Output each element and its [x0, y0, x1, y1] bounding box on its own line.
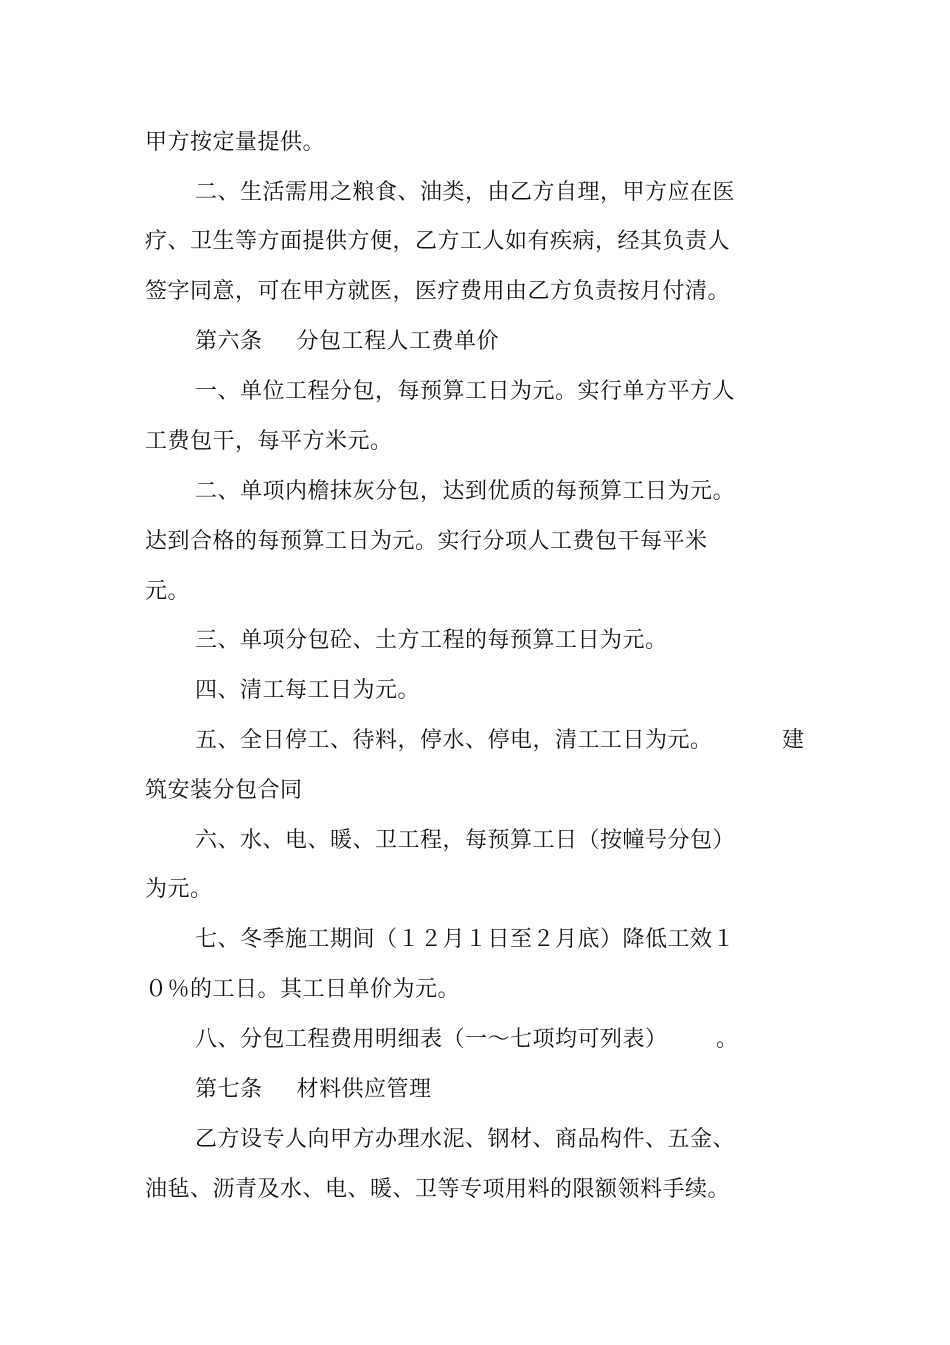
text-line: 筑安装分包合同: [145, 778, 303, 803]
text-line: 六、水、电、暖、卫工程，每预算工日（按幢号分包）: [195, 828, 736, 853]
text-line: 乙方设专人向甲方办理水泥、钢材、商品构件、五金、: [195, 1127, 736, 1152]
text-line: 三、单项分包砼、土方工程的每预算工日为元。: [195, 628, 668, 653]
text-line: 油毡、沥青及水、电、暖、卫等专项用料的限额领料手续。: [145, 1177, 731, 1202]
article-number: 第六条: [195, 329, 263, 354]
text-line: 工费包干，每平方米元。: [145, 429, 393, 454]
text-line: 二、单项内檐抹灰分包，达到优质的每预算工日为元。: [195, 479, 736, 504]
text-line: 七、冬季施工期间（１２月１日至２月底）降低工效１: [195, 927, 736, 952]
text-line: 五、全日停工、待料，停水、停电，清工工日为元。: [195, 728, 713, 753]
text-line: 四、清工每工日为元。: [195, 678, 421, 703]
text-line: ０％的工日。其工日单价为元。: [145, 977, 461, 1002]
article-heading: [195, 1075, 432, 1105]
text-line: 为元。: [145, 877, 213, 902]
text-line: 签字同意，可在甲方就医，医疗费用由乙方负责按月付清。: [145, 279, 731, 304]
article-number: 第七条: [195, 1077, 263, 1102]
text-line: 疗、卫生等方面提供方便，乙方工人如有疾病，经其负责人: [145, 229, 731, 254]
text-fragment: 建: [782, 728, 805, 753]
text-line: 元。: [145, 579, 191, 604]
text-line: 八、分包工程费用明细表（一～七项均可列表）: [195, 1027, 668, 1052]
article-title: 材料供应管理: [296, 1077, 432, 1102]
text-line: 一、单位工程分包，每预算工日为元。实行单方平方人: [195, 379, 736, 404]
article-heading: [195, 327, 499, 357]
text-line: 达到合格的每预算工日为元。实行分项人工费包干每平米: [145, 529, 708, 554]
text-line: 二、生活需用之粮食、油类，由乙方自理，甲方应在医: [195, 180, 736, 205]
text-fragment: 。: [716, 1027, 739, 1052]
article-title: 分包工程人工费单价: [296, 329, 500, 354]
text-line: 甲方按定量提供。: [145, 130, 326, 155]
